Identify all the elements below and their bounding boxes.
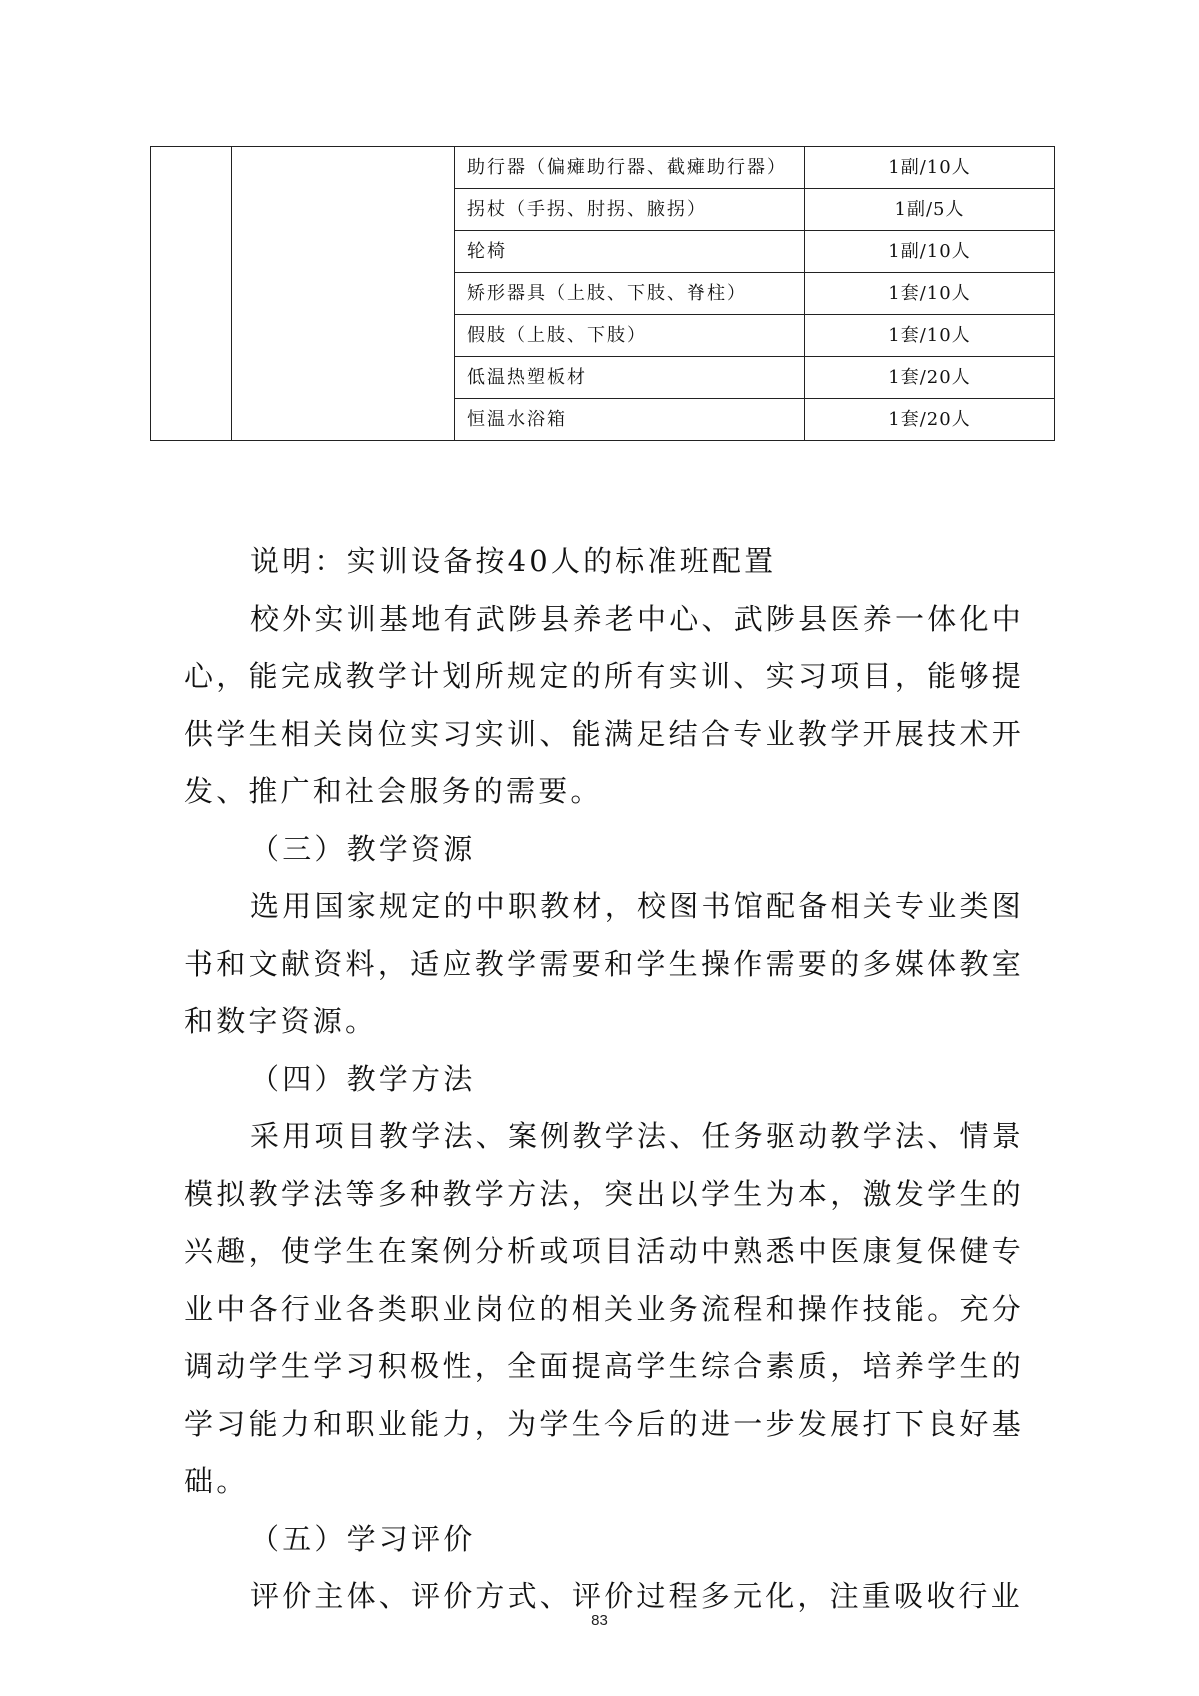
offsite-bases-paragraph: 校外实训基地有武陟县养老中心、武陟县医养一体化中心，能完成教学计划所规定的所有实训、实习项目，能够提供学生相关岗位实习实训、能满足结合专业教学开展技术开发、推广和社会服务的需要。 xyxy=(184,601,1024,808)
equipment-note: 说明：实训设备按40人的标准班配置 xyxy=(250,544,777,578)
page-number: 83 xyxy=(591,1612,608,1629)
equipment-name: 轮椅 xyxy=(455,231,805,273)
equipment-quantity: 1套/10人 xyxy=(805,273,1055,315)
learning-evaluation-paragraph: 评价主体、评价方式、评价过程多元化，注重吸收行业 xyxy=(250,1579,1023,1613)
subcategory-cell xyxy=(232,147,455,441)
table-row xyxy=(151,147,1055,189)
equipment-table xyxy=(150,146,1055,441)
equipment-name: 恒温水浴箱 xyxy=(455,399,805,441)
equipment-name: 矫形器具（上肢、下肢、脊柱） xyxy=(455,273,805,315)
equipment-name: 低温热塑板材 xyxy=(455,357,805,399)
equipment-name: 助行器（偏瘫助行器、截瘫助行器） xyxy=(455,147,805,189)
teaching-methods-paragraph: 采用项目教学法、案例教学法、任务驱动教学法、情景模拟教学法等多种教学方法，突出以学生为本，激发学生的兴趣，使学生在案例分析或项目活动中熟悉中医康复保健专业中各行业各类职业岗位的相关业务流程和操作技能。充分调动学生学习积极性，全面提高学生综合素质，培养学生的学习能力和职业能力，为学生今后的进一步发展打下良好基础。 xyxy=(184,1119,1024,1498)
document-body xyxy=(184,533,1024,1626)
equipment-name: 拐杖（手拐、肘拐、腋拐） xyxy=(455,189,805,231)
teaching-resources-paragraph: 选用国家规定的中职教材，校图书馆配备相关专业类图书和文献资料，适应教学需要和学生操作需要的多媒体教室和数字资源。 xyxy=(184,889,1024,1038)
section-heading-learning-evaluation: （五）学习评价 xyxy=(250,1521,476,1556)
category-cell xyxy=(151,147,232,441)
section-heading-teaching-resources: （三）教学资源 xyxy=(250,831,476,866)
equipment-quantity: 1副/5人 xyxy=(805,189,1055,231)
equipment-quantity: 1套/20人 xyxy=(805,399,1055,441)
equipment-quantity: 1套/20人 xyxy=(805,357,1055,399)
equipment-quantity: 1套/10人 xyxy=(805,315,1055,357)
equipment-name: 假肢（上肢、下肢） xyxy=(455,315,805,357)
section-heading-teaching-methods: （四）教学方法 xyxy=(250,1061,476,1096)
equipment-quantity: 1副/10人 xyxy=(805,147,1055,189)
equipment-quantity: 1副/10人 xyxy=(805,231,1055,273)
